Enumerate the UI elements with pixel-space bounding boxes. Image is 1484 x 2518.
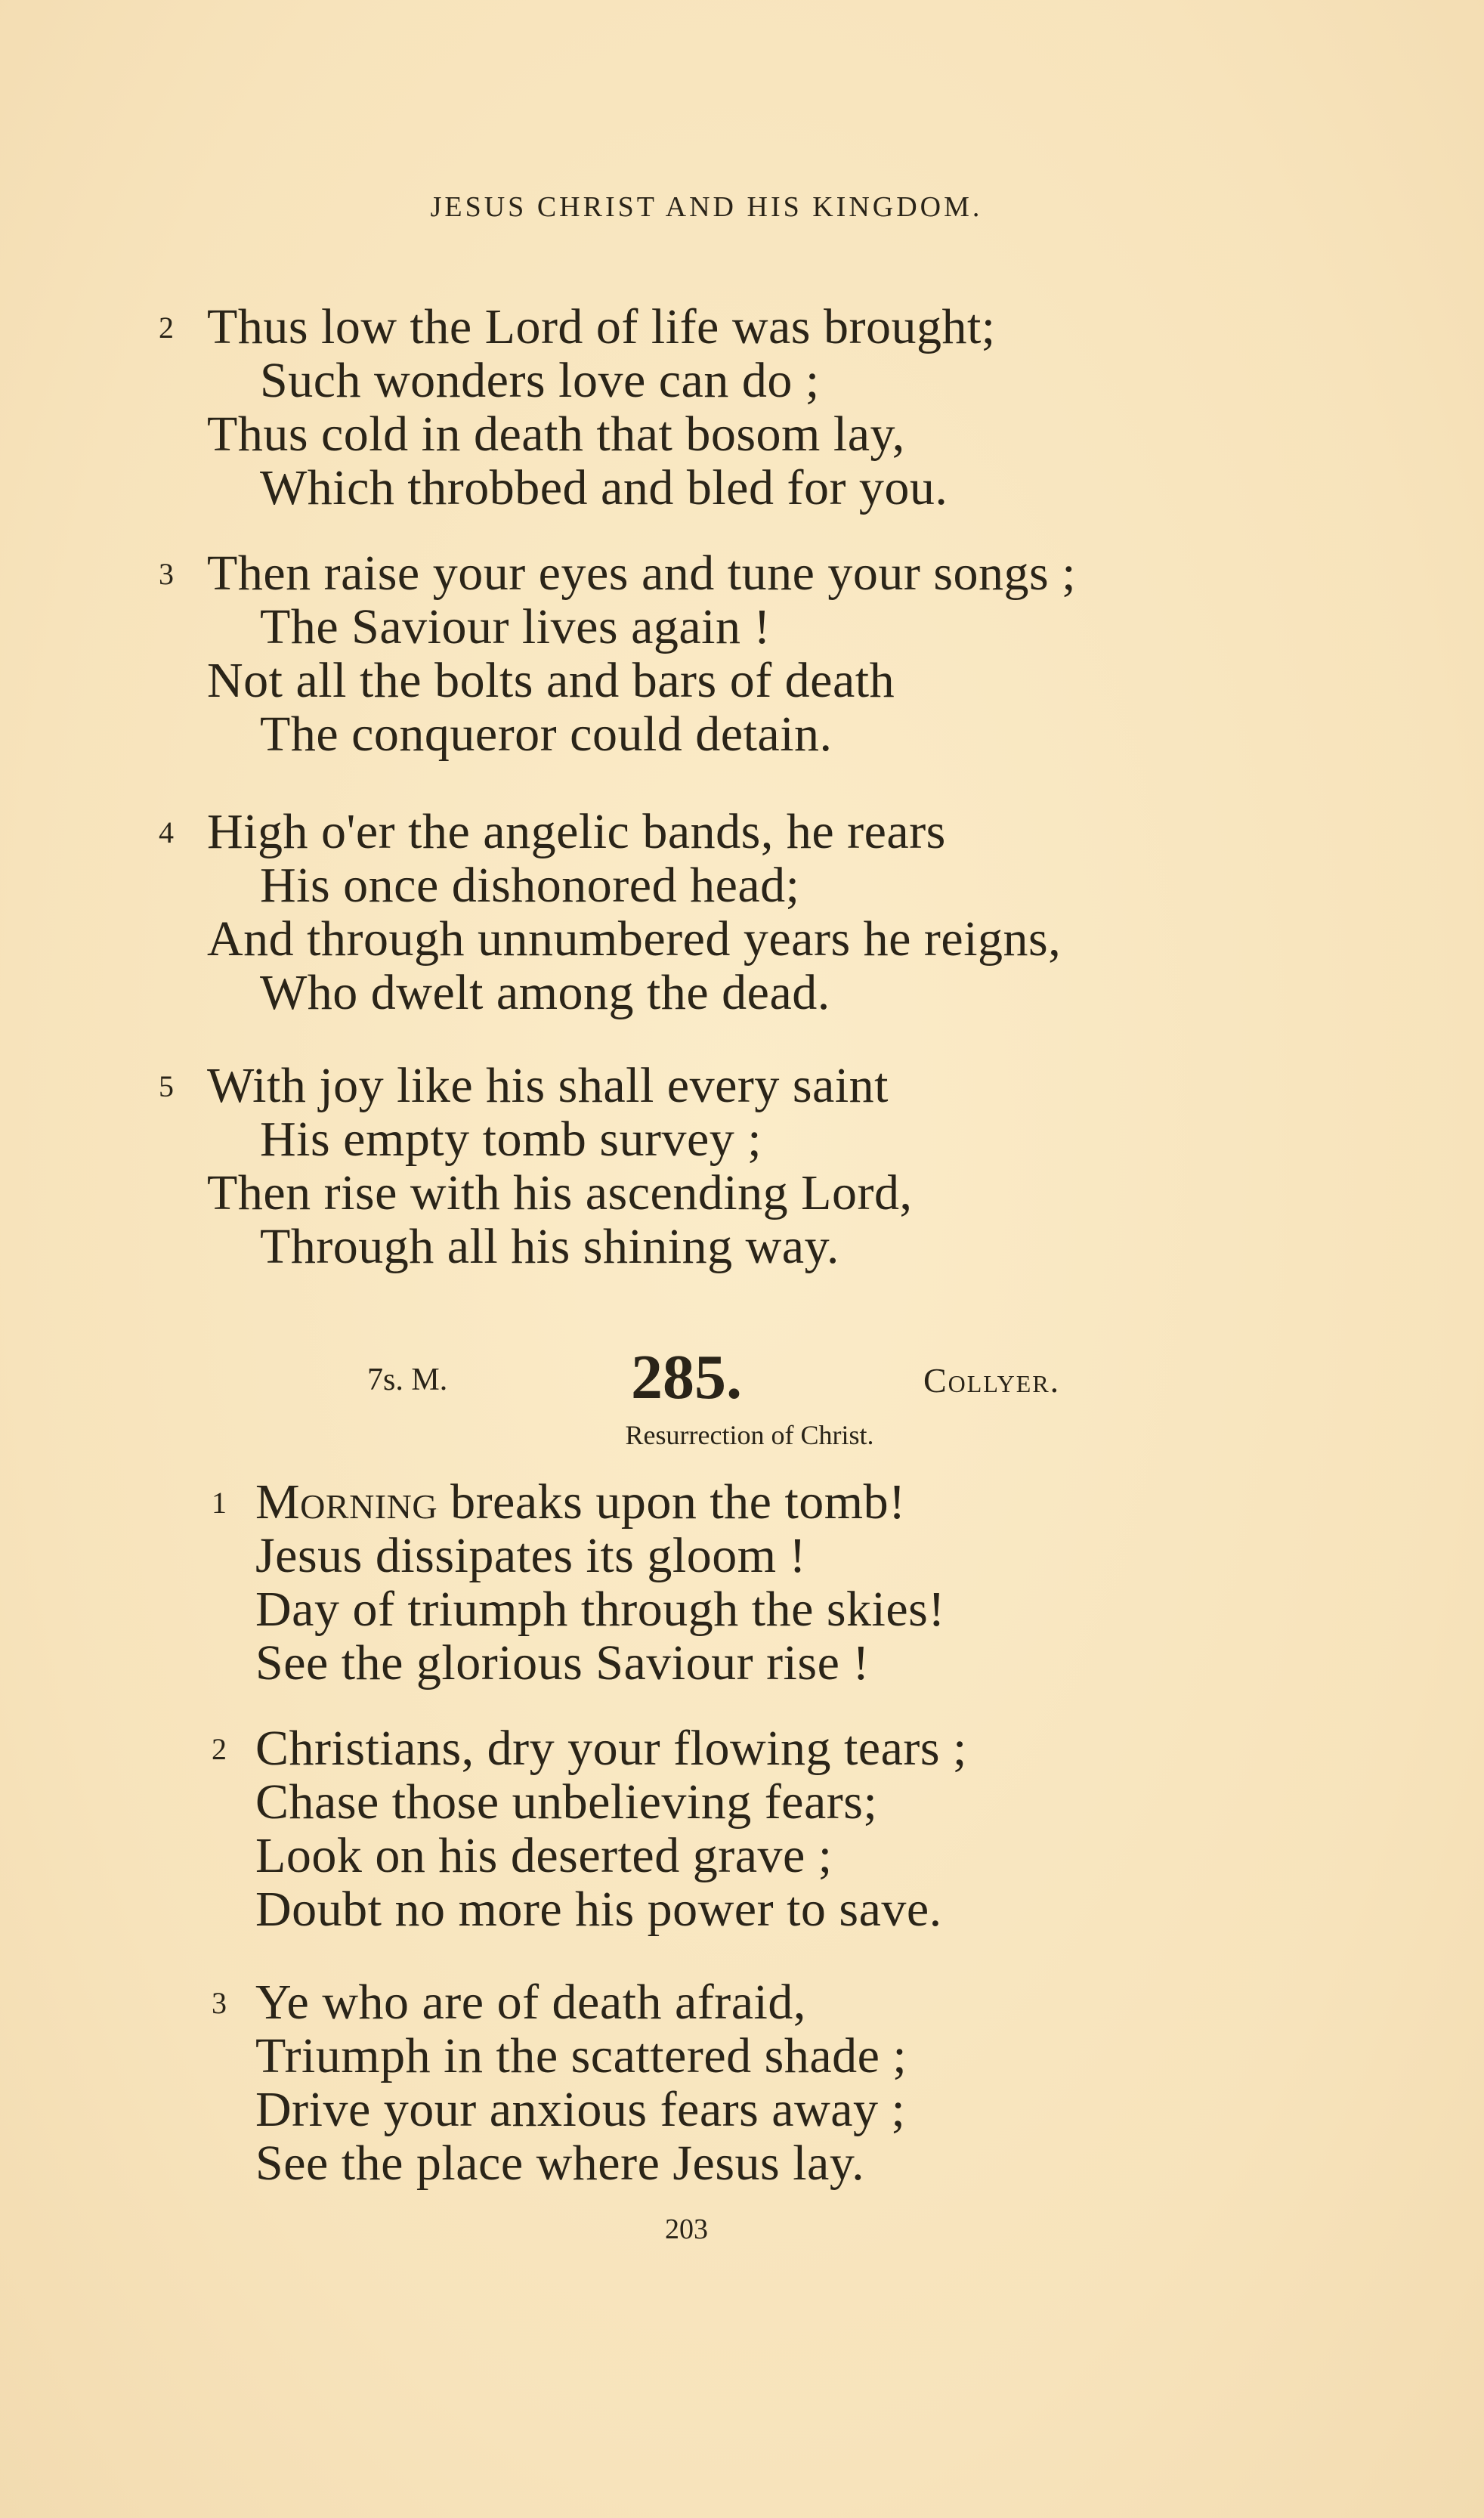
verse-line: See the place where Jesus lay. (255, 2136, 865, 2191)
verse-line: His once dishonored head; (260, 858, 800, 913)
verse-line: Look on his deserted grave ; (255, 1828, 833, 1883)
verse-line: With joy like his shall every saint (207, 1058, 889, 1113)
verse-line: Doubt no more his power to save. (255, 1882, 942, 1937)
verse-line: Christians, dry your flowing tears ; (255, 1721, 967, 1776)
verse-line: Then rise with his ascending Lord, (207, 1165, 913, 1220)
verse-line: Thus cold in death that bosom lay, (207, 407, 905, 462)
stanza-number: 1 (212, 1486, 227, 1520)
hymn-title: Resurrection of Christ. (625, 1420, 874, 1450)
stanza-number: 2 (212, 1732, 227, 1766)
verse-line: Chase those unbelieving fears; (255, 1774, 878, 1830)
verse-line: Which throbbed and bled for you. (260, 460, 948, 515)
hymn-meter: 7s. M. (367, 1363, 448, 1397)
verse-line: Jesus dissipates its gloom ! (255, 1528, 807, 1583)
verse-line: Who dwelt among the dead. (260, 965, 830, 1020)
verse-line: His empty tomb survey ; (260, 1112, 762, 1167)
verse-line: And through unnumbered years he reigns, (207, 911, 1062, 967)
verse-line: Day of triumph through the skies! (255, 1582, 945, 1637)
hymn-author: Collyer. (923, 1361, 1061, 1400)
verse-line: The Saviour lives again ! (260, 599, 771, 654)
stanza-number: 3 (212, 1986, 227, 2020)
verse-line: See the glorious Saviour rise ! (255, 1635, 870, 1691)
running-head: JESUS CHRIST AND HIS KINGDOM. (430, 191, 983, 223)
verse-line: Morning breaks upon the tomb! (255, 1474, 906, 1530)
page-number: 203 (665, 2213, 708, 2245)
verse-line: Such wonders love can do ; (260, 353, 820, 408)
verse-line: Then raise your eyes and tune your songs ; (207, 546, 1077, 601)
hymn-number: 285. (631, 1342, 742, 1412)
stanza-number: 4 (159, 815, 174, 849)
verse-line: The conqueror could detain. (260, 707, 833, 762)
verse-line: Thus low the Lord of life was brought; (207, 299, 996, 354)
verse-line: Through all his shining way. (260, 1219, 839, 1274)
stanza-number: 5 (159, 1069, 174, 1103)
verse-line: Drive your anxious fears away ; (255, 2082, 906, 2137)
verse-line: High o'er the angelic bands, he rears (207, 804, 946, 859)
stanza-number: 3 (159, 557, 174, 591)
verse-line: Triumph in the scattered shade ; (255, 2028, 907, 2083)
verse-line: Not all the bolts and bars of death (207, 653, 895, 708)
verse-line: Ye who are of death afraid, (255, 1975, 806, 2030)
stanza-number: 2 (159, 311, 174, 345)
